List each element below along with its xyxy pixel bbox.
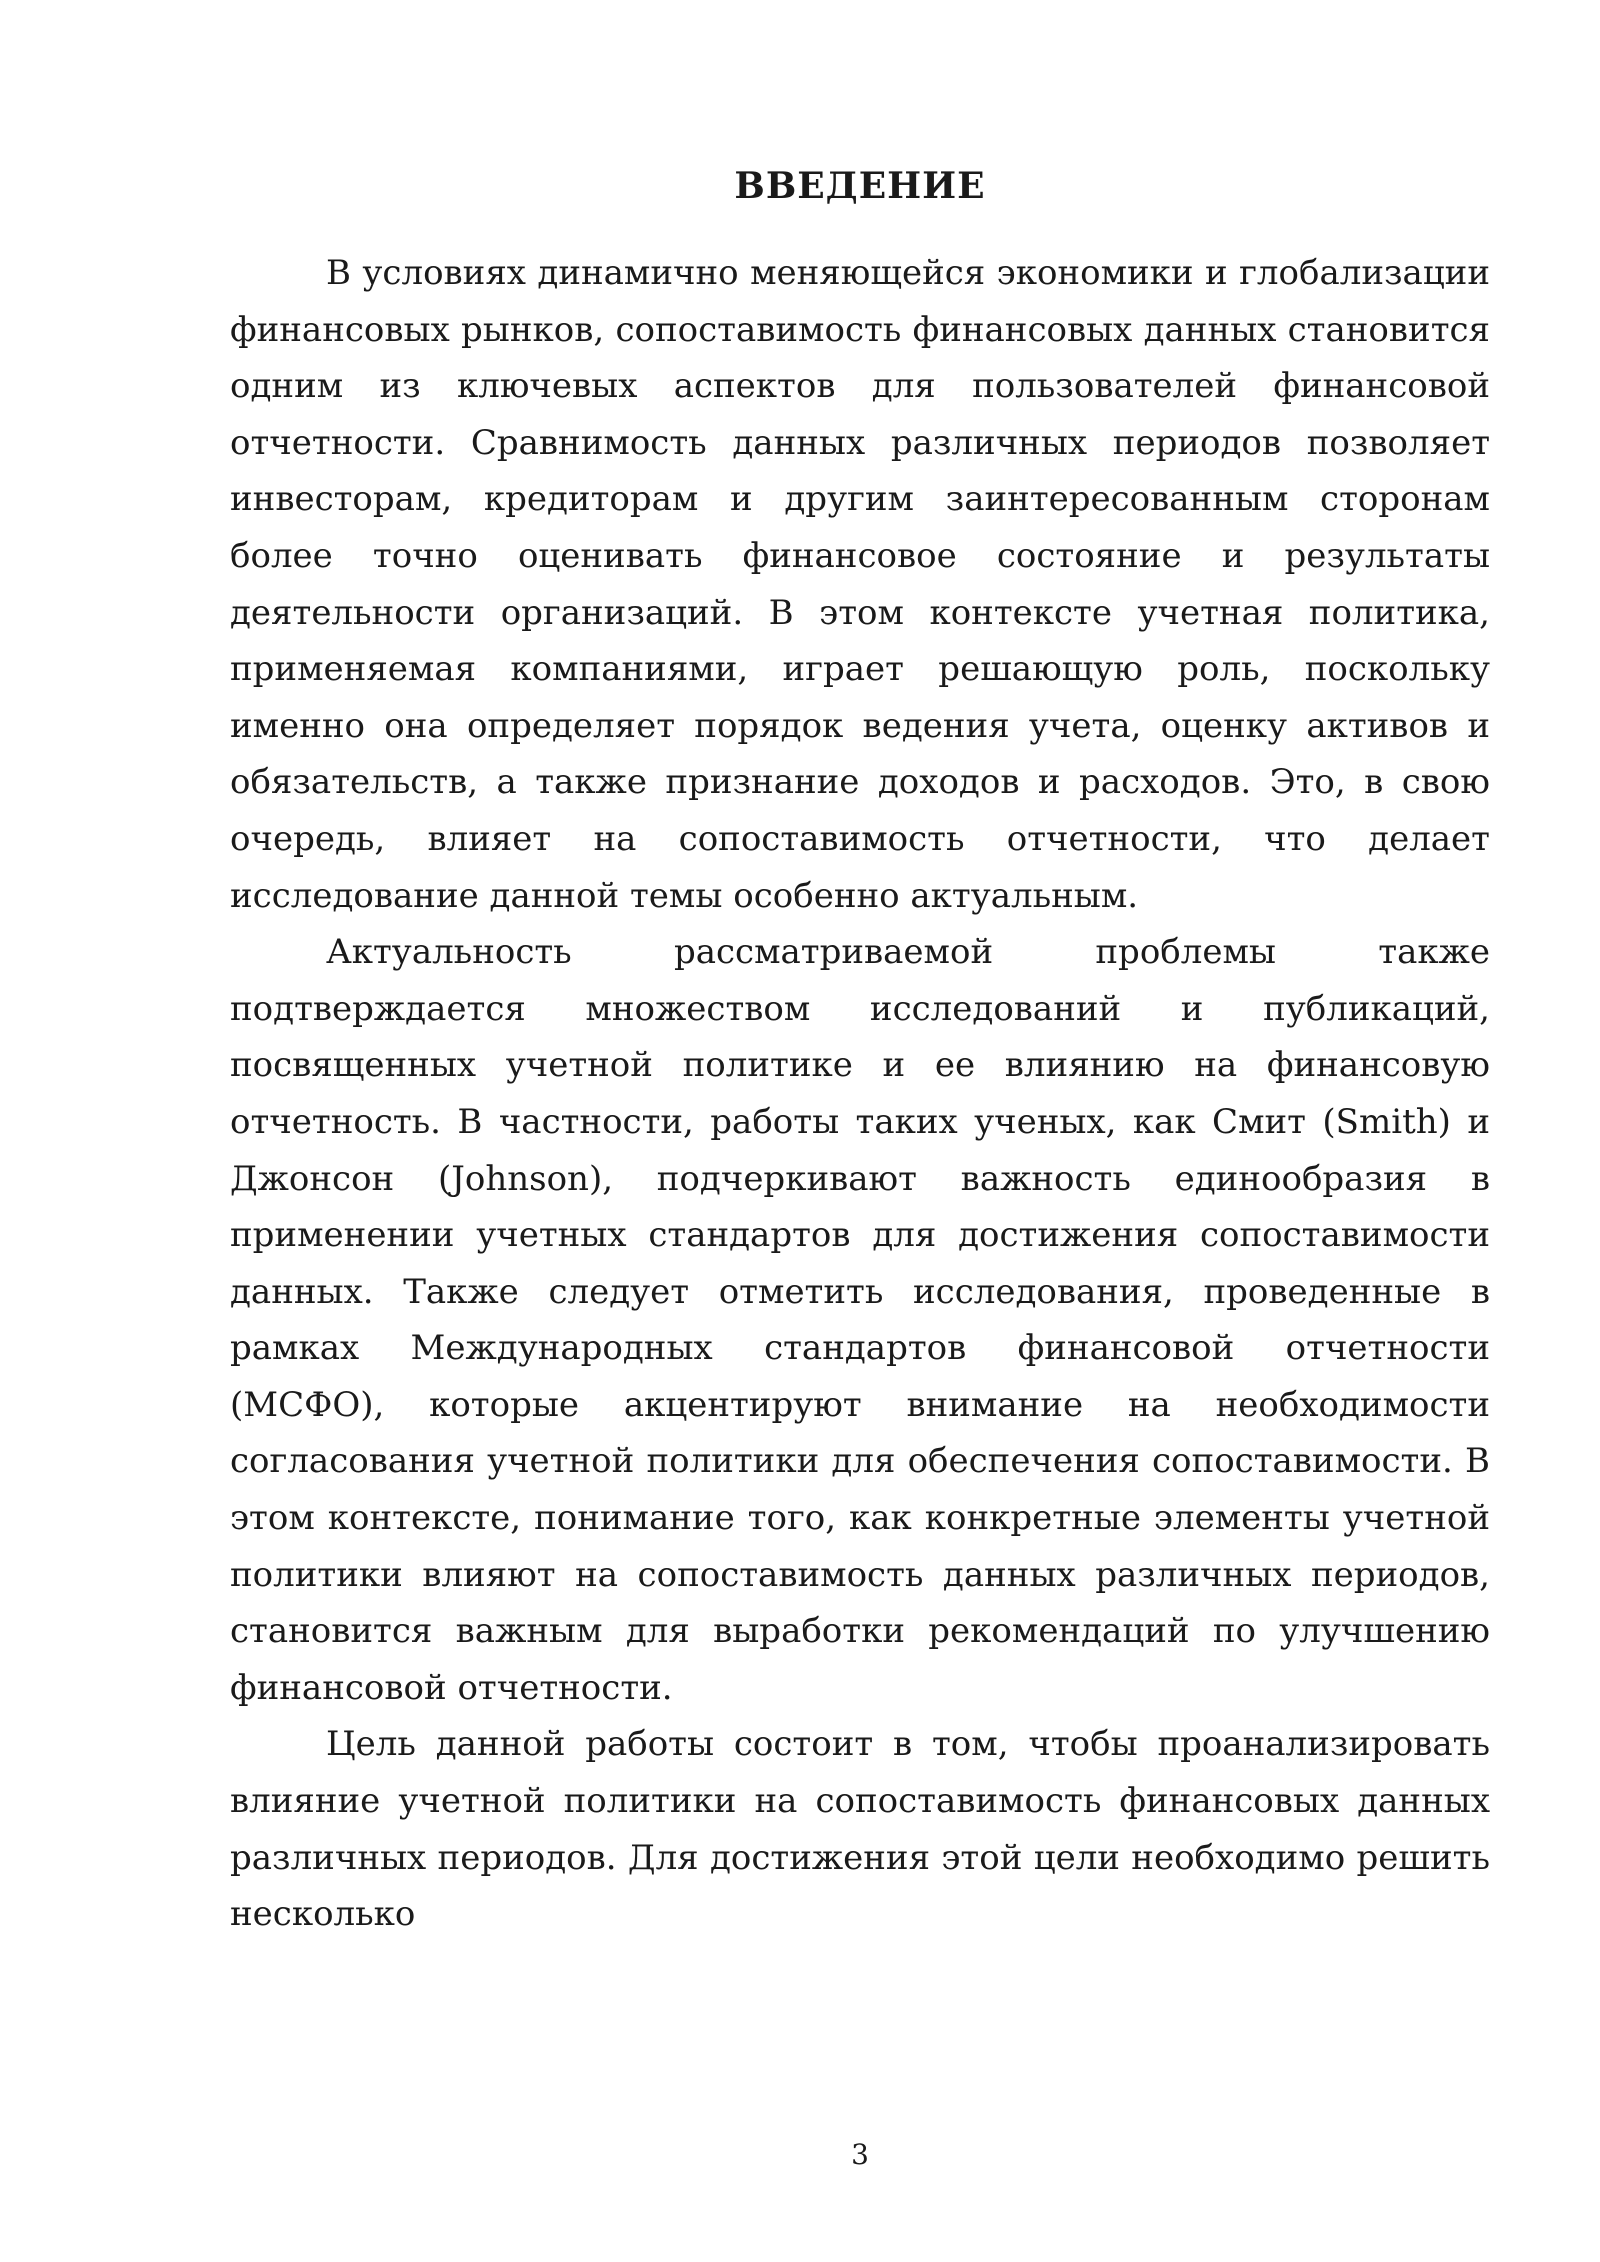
body-text [230, 245, 1490, 1943]
page-number: 3 [851, 2138, 869, 2171]
paragraph-relevance: Актуальность рассматриваемой проблемы также подтверждается множеством исследований и публикаций, посвященных учетной политике и ее влиянию на финансовую отчетность. В частности, работы таких ученых, как Смит (Smith) и Джонсон (Johnson), подчеркивают важность единообразия в применении учетных стандартов для достижения сопоставимости данных. Также следует отметить исследования, проведенные в рамках Международных стандартов финансовой отчетности (МСФО), которые акцентируют внимание на необходимости согласования учетной политики для обеспечения сопоставимости. В этом контексте, понимание того, как конкретные элементы учетной политики влияют на сопоставимость данных различных периодов, становится важным для выработки рекомендаций по улучшению финансовой отчетности. [230, 932, 1490, 1708]
paragraph-intro: В условиях динамично меняющейся экономики и глобализации финансовых рынков, сопоставимость финансовых данных становится одним из ключевых аспектов для пользователей финансовой отчетности. Сравнимость данных различных периодов позволяет инвесторам, кредиторам и другим заинтересованным сторонам более точно оценивать финансовое состояние и результаты деятельности организаций. В этом контексте учетная политика, применяемая компаниями, играет решающую роль, поскольку именно она определяет порядок ведения учета, оценку активов и обязательств, а также признание доходов и расходов. Это, в свою очередь, влияет на сопоставимость отчетности, что делает исследование данной темы особенно актуальным. [230, 253, 1490, 916]
paragraph-goal: Цель данной работы состоит в том, чтобы проанализировать влияние учетной политики на сопоставимость финансовых данных различных периодов. Для достижения этой цели необходимо решить несколько [230, 1724, 1490, 1935]
section-heading: ВВЕДЕНИЕ [734, 165, 986, 207]
